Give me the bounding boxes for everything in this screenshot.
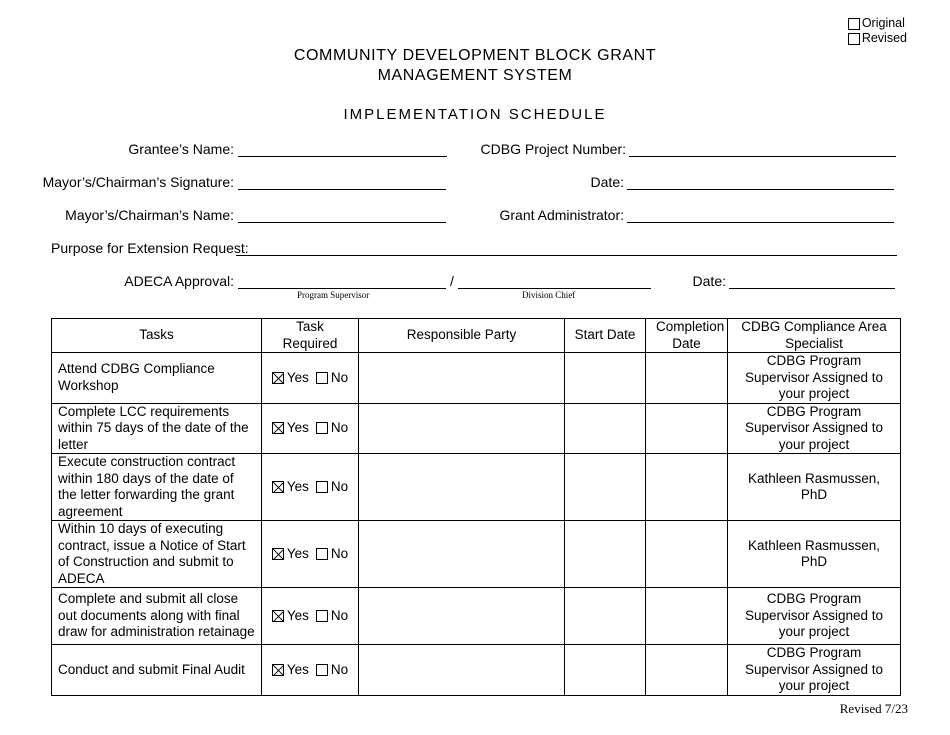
- no-checkbox[interactable]: [316, 548, 328, 560]
- project-number-label: CDBG Project Number:: [480, 141, 626, 157]
- yes-no-group: [267, 420, 353, 437]
- yes-label: Yes: [286, 607, 309, 623]
- task-cell: Attend CDBG Compliance Workshop: [52, 353, 262, 404]
- header-tasks: Tasks: [52, 319, 262, 353]
- grant-administrator-label: Grant Administrator:: [499, 207, 624, 223]
- start-date-cell[interactable]: [565, 645, 646, 696]
- completion-date-cell[interactable]: [646, 403, 728, 454]
- program-supervisor-caption: Program Supervisor: [297, 290, 370, 300]
- purpose-field[interactable]: [236, 255, 897, 256]
- responsible-party-cell[interactable]: [359, 403, 565, 454]
- no-label: No: [330, 661, 349, 677]
- completion-date-cell[interactable]: [646, 588, 728, 645]
- completion-date-cell[interactable]: [646, 353, 728, 404]
- header-task-required: Task Required: [262, 319, 359, 353]
- revised-option[interactable]: [848, 31, 907, 46]
- no-checkbox[interactable]: [316, 481, 328, 493]
- subtitle: IMPLEMENTATION SCHEDULE: [343, 106, 607, 123]
- mayor-signature-field[interactable]: [238, 189, 446, 190]
- yes-checkbox[interactable]: [272, 372, 284, 384]
- grantee-name-label: Grantee’s Name:: [128, 141, 234, 157]
- table-row: [52, 521, 901, 588]
- yes-no-group: [267, 479, 353, 496]
- program-supervisor-signature-field[interactable]: [238, 288, 446, 289]
- original-checkbox[interactable]: [848, 18, 860, 30]
- start-date-cell[interactable]: [565, 454, 646, 521]
- compliance-specialist-cell: Kathleen Rasmussen, PhD: [728, 521, 901, 588]
- mayor-name-field[interactable]: [238, 222, 446, 223]
- revision-footer: Revised 7/23: [839, 701, 908, 716]
- division-chief-caption: Division Chief: [522, 290, 576, 300]
- mayor-name-label: Mayor’s/Chairman’s Name:: [65, 207, 234, 223]
- version-checkboxes: [848, 16, 907, 46]
- yes-checkbox[interactable]: [272, 481, 284, 493]
- date-label-2: Date:: [692, 273, 726, 289]
- no-label: No: [330, 369, 349, 385]
- completion-date-cell[interactable]: [646, 645, 728, 696]
- no-label: No: [330, 607, 349, 623]
- purpose-label: Purpose for Extension Request:: [51, 240, 249, 256]
- start-date-cell[interactable]: [565, 588, 646, 645]
- yes-no-group: [267, 370, 353, 387]
- compliance-specialist-cell: Kathleen Rasmussen, PhD: [728, 454, 901, 521]
- yes-label: Yes: [286, 478, 309, 494]
- adeca-approval-label: ADECA Approval:: [124, 273, 234, 289]
- table-row: [52, 588, 901, 645]
- task-required-cell: [262, 353, 359, 404]
- responsible-party-cell[interactable]: [359, 645, 565, 696]
- division-chief-signature-field[interactable]: [458, 288, 651, 289]
- date-field-1[interactable]: [627, 189, 894, 190]
- yes-checkbox[interactable]: [272, 664, 284, 676]
- task-cell: Complete LCC requirements within 75 days of the date of the letter: [52, 403, 262, 454]
- title-line-1: COMMUNITY DEVELOPMENT BLOCK GRANT: [293, 47, 657, 64]
- project-number-field[interactable]: [629, 156, 896, 157]
- compliance-specialist-cell: CDBG Program Supervisor Assigned to your project: [728, 645, 901, 696]
- completion-date-cell[interactable]: [646, 454, 728, 521]
- task-required-cell: [262, 521, 359, 588]
- date-label-1: Date:: [590, 174, 624, 190]
- mayor-signature-label: Mayor’s/Chairman’s Signature:: [42, 174, 234, 190]
- yes-checkbox[interactable]: [272, 610, 284, 622]
- header-responsible-party: Responsible Party: [359, 319, 565, 353]
- original-label: Original: [861, 16, 905, 30]
- responsible-party-cell[interactable]: [359, 588, 565, 645]
- no-label: No: [330, 545, 349, 561]
- yes-no-group: [267, 608, 353, 625]
- no-label: No: [330, 478, 349, 494]
- revised-label: Revised: [861, 31, 907, 45]
- task-cell: Within 10 days of executing contract, issue a Notice of Start of Construction and submit to ADECA: [52, 521, 262, 588]
- responsible-party-cell[interactable]: [359, 454, 565, 521]
- responsible-party-cell[interactable]: [359, 353, 565, 404]
- task-cell: Execute construction contract within 180 days of the date of the letter forwarding the grant agreement: [52, 454, 262, 521]
- slash-separator: /: [450, 273, 454, 289]
- yes-no-group: [267, 662, 353, 679]
- task-required-cell: [262, 588, 359, 645]
- header-start-date: Start Date: [565, 319, 646, 353]
- compliance-specialist-cell: CDBG Program Supervisor Assigned to your project: [728, 403, 901, 454]
- header-completion-date: Completion Date: [646, 319, 728, 353]
- task-required-cell: [262, 454, 359, 521]
- start-date-cell[interactable]: [565, 521, 646, 588]
- grantee-name-field[interactable]: [238, 156, 447, 157]
- date-field-2[interactable]: [729, 288, 895, 289]
- yes-no-group: [267, 546, 353, 563]
- yes-label: Yes: [286, 369, 309, 385]
- no-checkbox[interactable]: [316, 372, 328, 384]
- yes-label: Yes: [286, 661, 309, 677]
- no-checkbox[interactable]: [316, 610, 328, 622]
- responsible-party-cell[interactable]: [359, 521, 565, 588]
- task-required-cell: [262, 403, 359, 454]
- table-header-row: [52, 319, 901, 353]
- start-date-cell[interactable]: [565, 353, 646, 404]
- title-line-2: MANAGEMENT SYSTEM: [377, 67, 573, 84]
- yes-label: Yes: [286, 545, 309, 561]
- table-row: [52, 454, 901, 521]
- task-cell: Complete and submit all close out documents along with final draw for administration retainage: [52, 588, 262, 645]
- no-checkbox[interactable]: [316, 422, 328, 434]
- yes-checkbox[interactable]: [272, 548, 284, 560]
- start-date-cell[interactable]: [565, 403, 646, 454]
- table-row: [52, 403, 901, 454]
- no-checkbox[interactable]: [316, 664, 328, 676]
- original-option[interactable]: [848, 16, 907, 31]
- implementation-schedule-table: [51, 318, 901, 696]
- compliance-specialist-cell: CDBG Program Supervisor Assigned to your project: [728, 353, 901, 404]
- no-label: No: [330, 420, 349, 435]
- yes-label: Yes: [286, 420, 309, 435]
- yes-checkbox[interactable]: [272, 422, 284, 434]
- header-compliance-specialist: CDBG Compliance Area Specialist: [728, 319, 901, 353]
- table-row: [52, 645, 901, 696]
- grant-administrator-field[interactable]: [627, 222, 894, 223]
- compliance-specialist-cell: CDBG Program Supervisor Assigned to your project: [728, 588, 901, 645]
- table-row: [52, 353, 901, 404]
- revised-checkbox[interactable]: [848, 33, 860, 45]
- task-required-cell: [262, 645, 359, 696]
- task-cell: Conduct and submit Final Audit: [52, 645, 262, 696]
- completion-date-cell[interactable]: [646, 521, 728, 588]
